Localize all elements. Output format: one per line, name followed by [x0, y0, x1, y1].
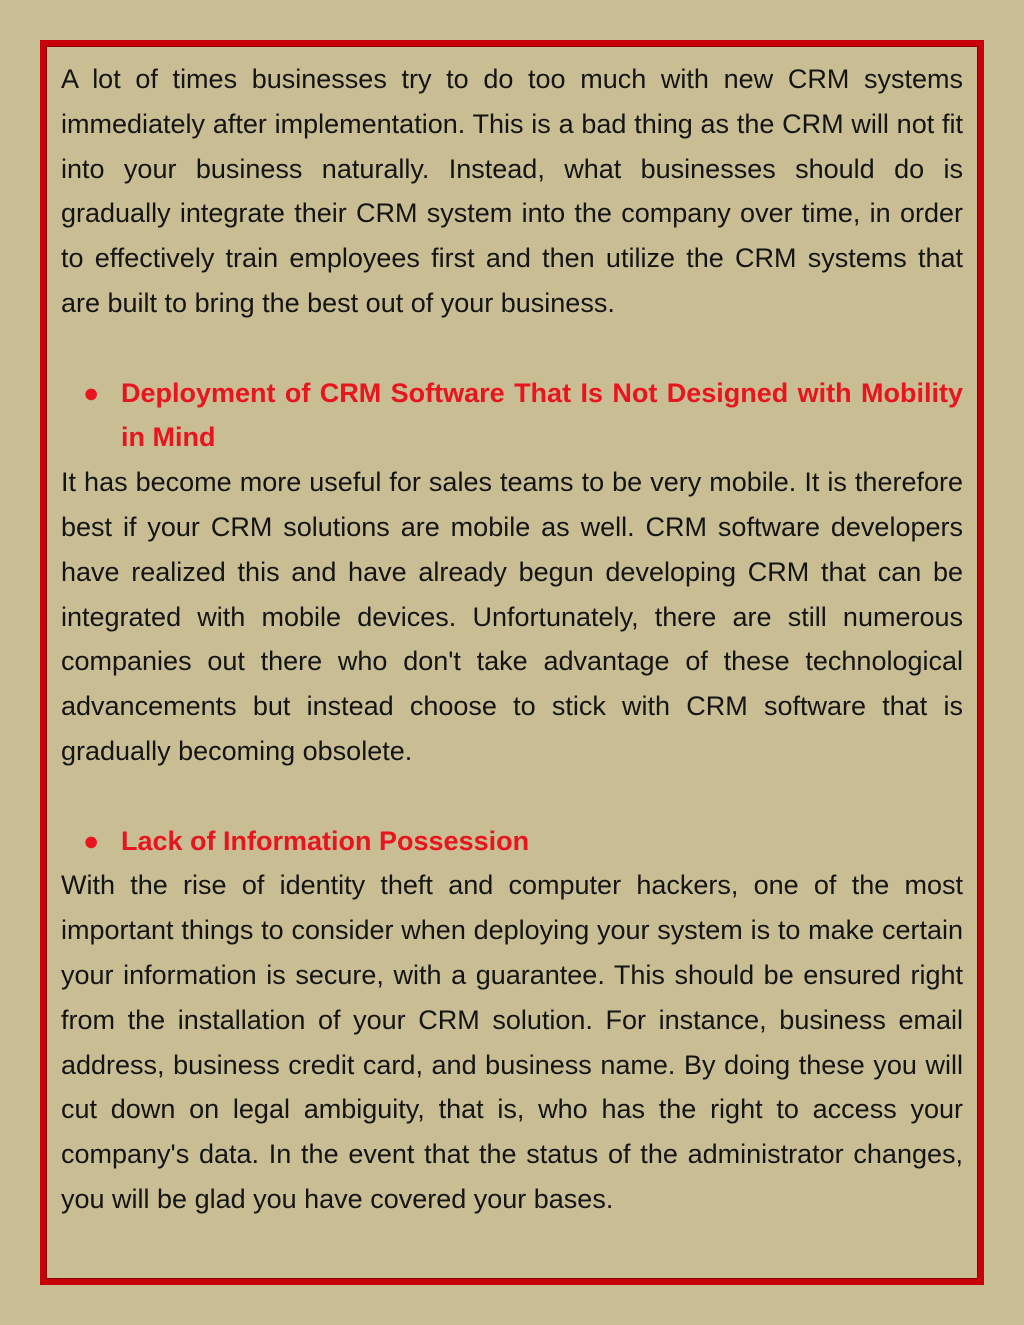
bullet-icon: ● — [83, 825, 100, 856]
mobility-paragraph: It has become more useful for sales teams to be very mobile. It is therefore best if your CRM solutions are mobile as well. CRM software developers have realized this and have already begun developing CRM that can be integrated with mobile devices. Unfortunately, there are still numerous companies out there who don't take advantage of these technological advancements but instead choose to stick with CRM software that is gradually becoming obsolete. — [61, 467, 963, 766]
bullet-icon: ● — [83, 377, 100, 408]
mobility-heading — [61, 371, 963, 461]
spacer — [61, 326, 963, 371]
possession-paragraph: With the rise of identity theft and computer hackers, one of the most important things to consider when deploying your system is to make certain your information is secure, with a guarantee. This should be ensured right from the installation of your CRM solution. For instance, business email address, business credit card, and business name. By doing these you will cut down on legal ambiguity, that is, who has the right to access your company's data. In the event that the status of the administrator changes, you will be glad you have covered your bases. — [61, 870, 963, 1214]
possession-heading — [61, 819, 963, 864]
possession-heading-text: Lack of Information Possession — [121, 825, 530, 856]
intro-paragraph: A lot of times businesses try to do too much with new CRM systems immediately after implementation. This is a bad thing as the CRM will not fit into your business naturally. Instead, what businesses should do is gradually integrate their CRM system into the company over time, in order to effectively train employees first and then utilize the CRM systems that are built to bring the best out of your business. — [61, 64, 963, 318]
mobility-heading-text: Deployment of CRM Software That Is Not Designed with Mobility in Mind — [121, 377, 963, 453]
document-body — [61, 57, 963, 1222]
spacer — [61, 774, 963, 819]
